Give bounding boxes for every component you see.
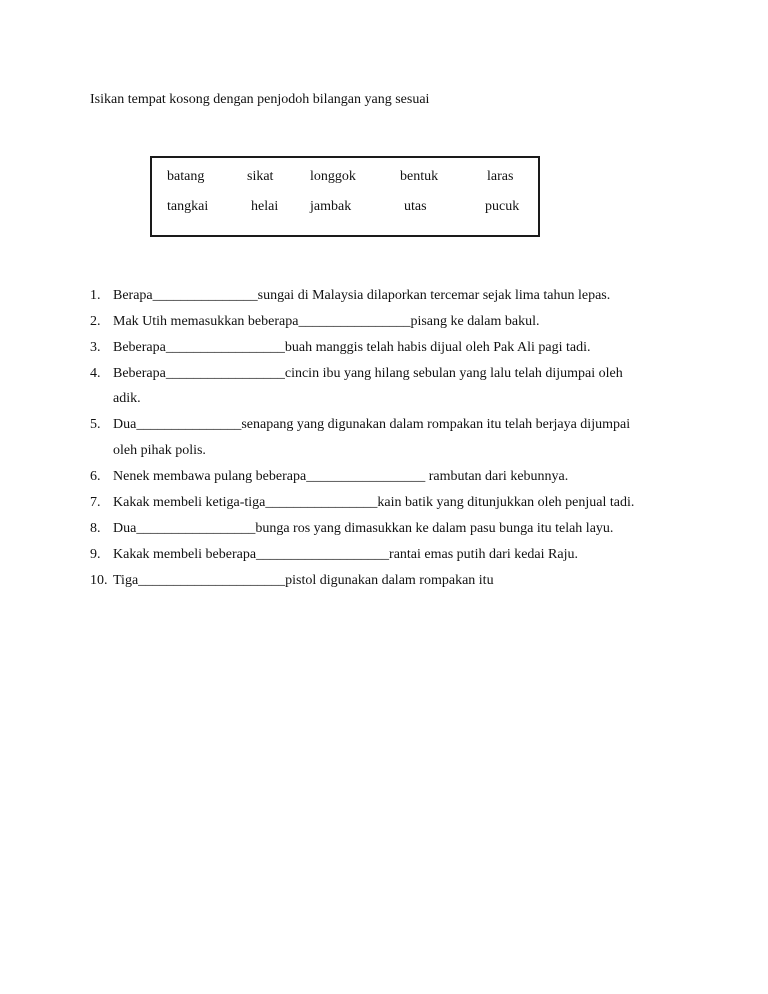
question-text: Beberapa_________________cincin ibu yang hilang sebulan yang lalu telah dijumpai oleh [113,366,623,381]
question-text: Berapa_______________sungai di Malaysia dilaporkan tercemar sejak lima tahun lepas. [113,288,611,303]
question-text: Nenek membawa pulang beberapa_________________ rambutan dari kebunnya. [113,469,569,484]
question-text: Kakak membeli ketiga-tiga________________kain batik yang ditunjukkan oleh penjual tadi. [113,495,635,510]
question-number: 4. [90,366,101,381]
word-bank-item: tangkai [167,199,209,214]
question-number: 6. [90,469,101,484]
word-bank-item: laras [487,169,514,184]
question-text: Tiga_____________________pistol digunakan dalam rompakan itu [113,573,494,588]
question-number: 1. [90,288,101,303]
word-bank-item: helai [251,199,279,214]
word-bank-item: longgok [310,169,356,184]
question-number: 5. [90,417,101,432]
question-text: Mak Utih memasukkan beberapa________________pisang ke dalam bakul. [113,314,540,329]
word-bank-item: jambak [310,199,352,214]
instruction-text: Isikan tempat kosong dengan penjodoh bilangan yang sesuai [90,92,430,107]
question-number: 3. [90,340,101,355]
question-text: Kakak membeli beberapa___________________rantai emas putih dari kedai Raju. [113,547,578,562]
question-continuation: oleh pihak polis. [113,443,206,458]
question-number: 10. [90,573,108,588]
question-text: Dua_______________senapang yang digunakan dalam rompakan itu telah berjaya dijumpai [113,417,631,432]
word-bank-item: pucuk [485,199,520,214]
question-number: 2. [90,314,101,329]
question-text: Dua_________________bunga ros yang dimasukkan ke dalam pasu bunga itu telah layu. [113,521,614,536]
word-bank-item: batang [167,169,205,184]
word-bank-item: sikat [247,169,274,184]
question-number: 7. [90,495,101,510]
word-bank-item: utas [404,199,427,214]
question-number: 8. [90,521,101,536]
word-bank-item: bentuk [400,169,439,184]
question-number: 9. [90,547,101,562]
question-text: Beberapa_________________buah manggis telah habis dijual oleh Pak Ali pagi tadi. [113,340,591,355]
question-continuation: adik. [113,391,141,406]
